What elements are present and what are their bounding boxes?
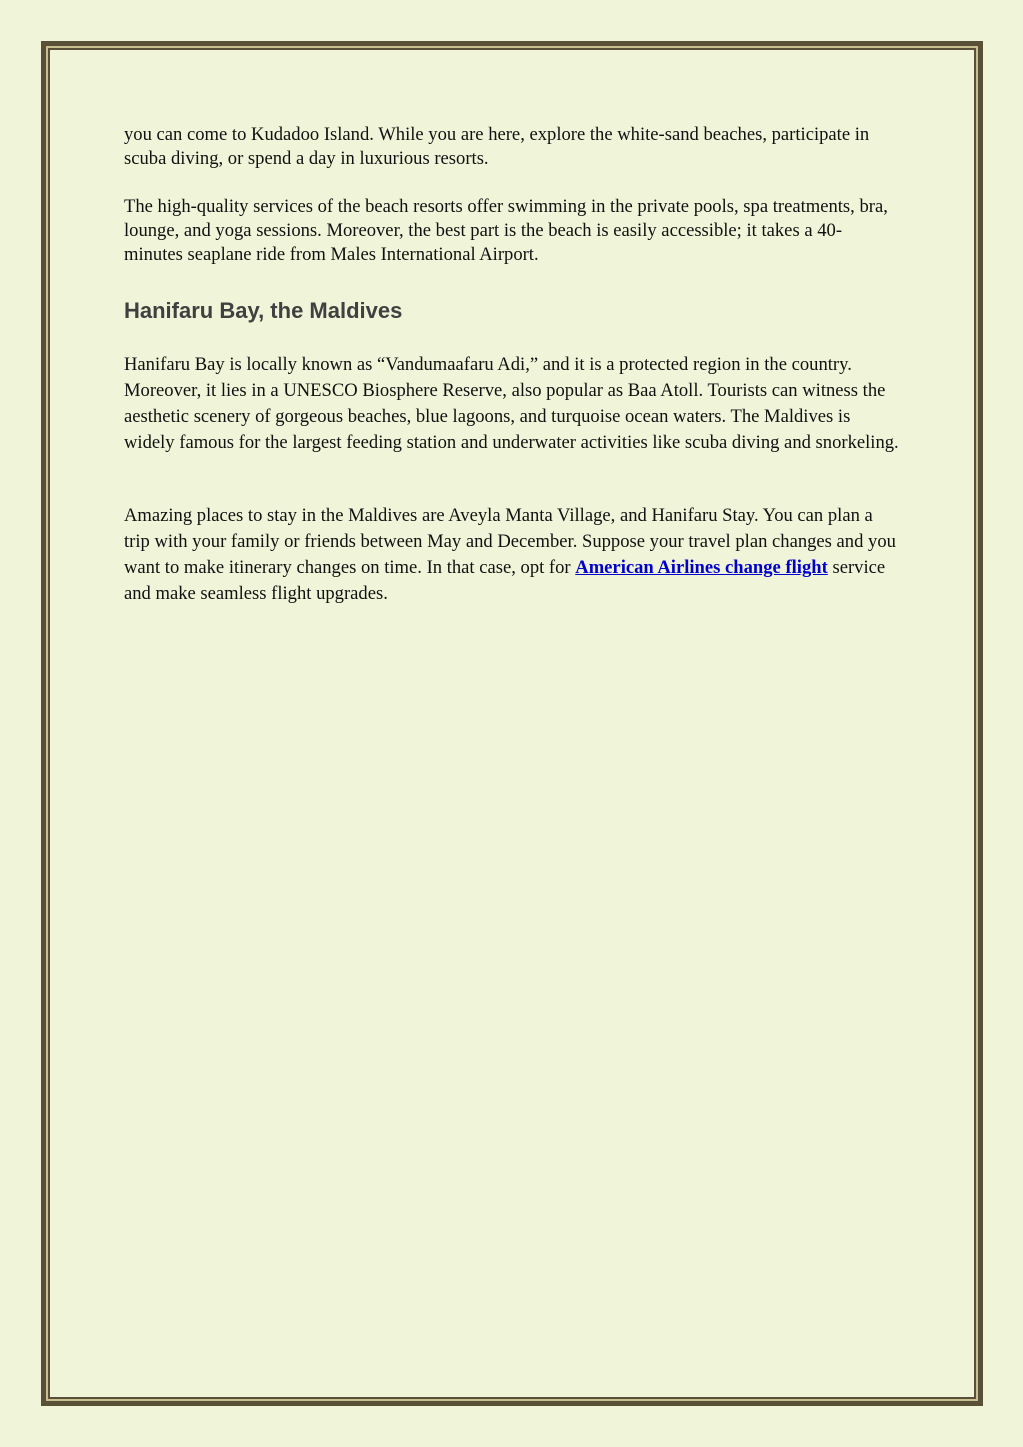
paragraph-text-before-link: Amazing places to stay in the Maldives are Aveyla Manta Village, and Hanifaru Stay. You can plan a trip with your family or friends between May and December. Suppose your travel plan changes and you want to make itinerary changes on time. In that case, opt for xyxy=(124,505,896,578)
paragraph-text-after-link: service and make seamless flight upgrades. xyxy=(124,557,886,604)
document-body xyxy=(124,123,899,607)
section-heading: Hanifaru Bay, the Maldives xyxy=(124,298,403,323)
paragraph-beach-resorts: The high-quality services of the beach resorts offer swimming in the private pools, spa treatments, bra, lounge, and yoga sessions. Moreover, the best part is the beach is easily accessible; it takes a 40-minutes seaplane ride from Males International Airport. xyxy=(124,196,888,265)
american-airlines-change-flight-link[interactable]: American Airlines change flight xyxy=(575,557,828,578)
paragraph-places-to-stay xyxy=(124,503,899,607)
paragraph-kudadoo: you can come to Kudadoo Island. While you are here, explore the white-sand beaches, participate in scuba diving, or spend a day in luxurious resorts. xyxy=(124,124,870,169)
paragraph-hanifaru-bay: Hanifaru Bay is locally known as “Vandumaafaru Adi,” and it is a protected region in the country. Moreover, it lies in a UNESCO Biosphere Reserve, also popular as Baa Atoll. Tourists can witness the aesthetic scenery of gorgeous beaches, blue lagoons, and turquoise ocean waters. The Maldives is widely famous for the largest feeding station and underwater activities like scuba diving and snorkeling. xyxy=(124,354,899,453)
